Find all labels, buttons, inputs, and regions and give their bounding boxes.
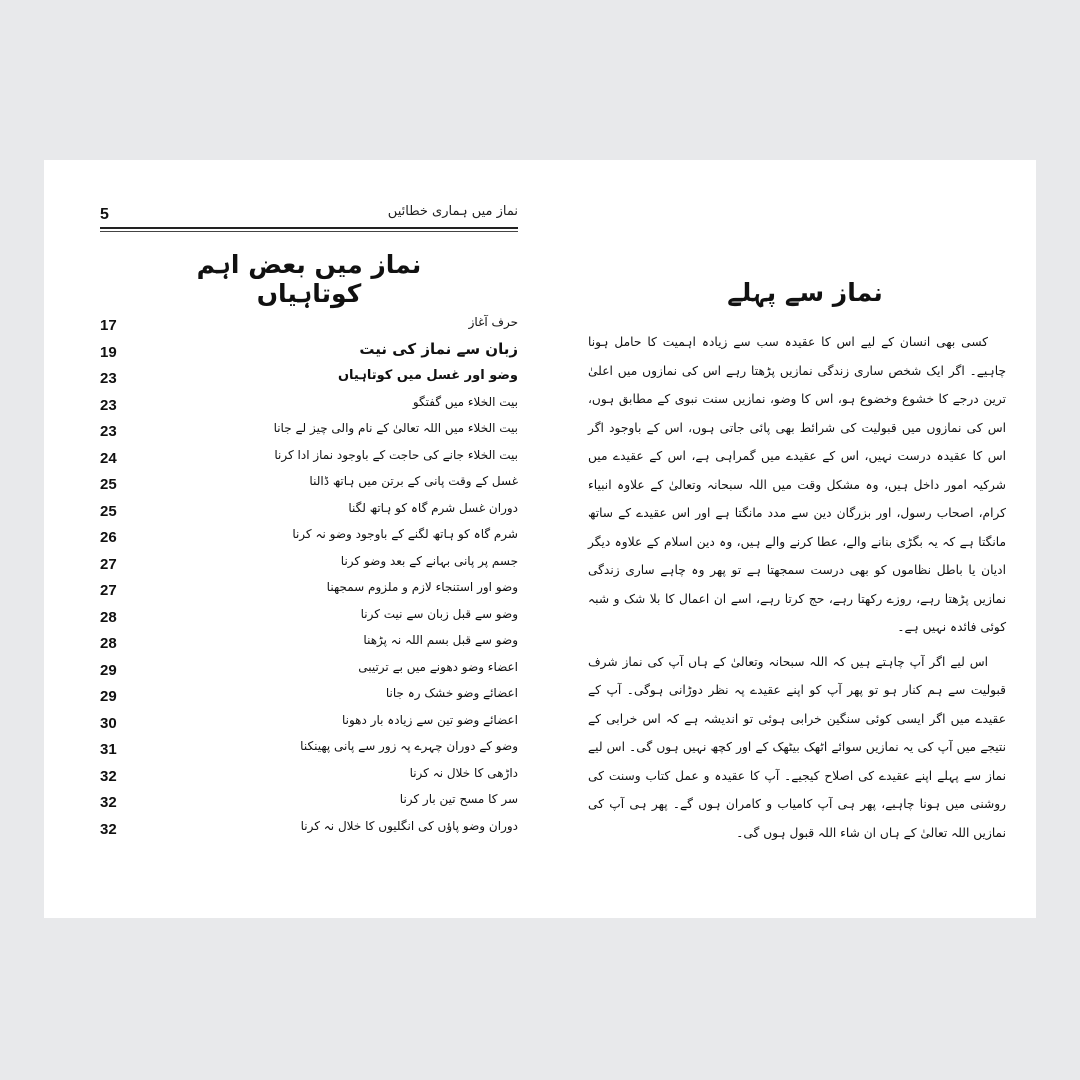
toc-entry-title: حرف آغاز <box>468 315 518 329</box>
paragraph: کسی بھی انسان کے لیے اس کا عقیدہ سب سے زیادہ اہمیت کا حامل ہونا چاہیے۔ اگر ایک شخص ساری زندگی نمازیں پڑھتا رہے اس کی نمازوں میں اعلیٰ ترین درجے کا خشوع وخضوع ہو، اس کا وضو، نمازیں سنت نبوی کے مطابق ہوں، اس کی نمازوں میں قبولیت کی شرائط بھی پائی جاتی ہوں، اس کے باوجود اگر اس کا عقیدہ درست نہیں، اس کے عقیدے میں گمراہی ہے، اس کے عقیدے میں شرکیہ امور داخل ہیں، وہ مشکل وقت میں اللہ سبحانہ وتعالیٰ کے علاوہ انبیاء کرام، اصحاب رسول، اور بزرگان دین سے مدد مانگتا ہے اور اس عقیدے کے ساتھ مانگتا ہے کہ یہ بگڑی بنانے والے، عطا کرنے والے ہیں، وہ دین اسلام کے علاوہ دیگر ادیان یا باطل نظاموں کو بھی درست سمجھتا ہے تو پھر وہ چاہے ساری زندگی نمازیں پڑھتا رہے، روزے رکھتا رہے، حج کرتا رہے، اسے ان اعمال کا بلا شک و شبہ کوئی فائدہ نہیں ہے۔ <box>588 335 1006 634</box>
toc-entry-title: بیت الخلاء میں گفتگو <box>412 394 518 409</box>
toc-heading: نماز میں بعض اہم کوتاہیاں <box>196 250 422 308</box>
toc-page-number: 27 <box>100 582 117 599</box>
toc-page-number: 28 <box>100 608 117 626</box>
toc-page-number: 17 <box>100 317 117 334</box>
toc-entry <box>100 554 518 581</box>
toc-entry-title: جسم پر پانی بہانے کے بعد وضو کرنا <box>340 553 518 568</box>
toc-page-number: 28 <box>100 635 117 652</box>
toc-entry <box>100 686 518 713</box>
toc-entry-title: بیت الخلاء میں اللہ تعالیٰ کے نام والی چیز لے جانا <box>273 421 518 435</box>
toc-page-number: 23 <box>100 423 117 440</box>
toc-entry <box>100 792 518 819</box>
toc-page-number: 32 <box>100 767 117 785</box>
toc-page-number: 24 <box>100 449 117 467</box>
toc-entry-title: وضو اور استنجاء لازم و ملزوم سمجھنا <box>326 580 518 594</box>
toc-page-number: 29 <box>100 661 117 679</box>
toc-entry-title: دوران غسل شرم گاہ کو ہاتھ لگنا <box>348 500 518 515</box>
book-spread <box>44 160 1036 918</box>
toc-entry-title: وضو اور غسل میں کوتاہیاں <box>337 368 518 383</box>
toc-entry <box>100 580 518 607</box>
toc-entry <box>100 315 518 342</box>
toc-page-number: 25 <box>100 502 117 520</box>
toc-entry-title: داڑھی کا خلال نہ کرنا <box>409 765 518 780</box>
header-rule <box>100 227 518 229</box>
toc-entry-title: بیت الخلاء جانے کی حاجت کے باوجود نماز ادا کرنا <box>274 447 518 462</box>
toc-entry-title: اعضاء وضو دھونے میں بے ترتیبی <box>358 659 518 674</box>
toc-page-number: 32 <box>100 820 117 838</box>
toc-entry <box>100 527 518 554</box>
toc-entry-title: شرم گاہ کو ہاتھ لگنے کے باوجود وضو نہ کرنا <box>292 527 518 541</box>
toc-entry <box>100 501 518 528</box>
toc-page-number: 31 <box>100 741 117 758</box>
toc-entry <box>100 368 518 395</box>
toc-entry-title: اعضائے وضو تین سے زیادہ بار دھونا <box>341 712 518 727</box>
page-number: 5 <box>100 206 109 223</box>
toc-page-number: 23 <box>100 370 117 387</box>
toc-page-number: 26 <box>100 529 117 546</box>
toc-entry <box>100 607 518 634</box>
toc-page-number: 19 <box>100 343 117 361</box>
right-page <box>540 160 1036 918</box>
toc-entry <box>100 660 518 687</box>
table-of-contents <box>100 315 518 845</box>
toc-entry-title: اعضائے وضو خشک رہ جانا <box>385 686 518 700</box>
running-header-title: نماز میں ہماری خطائیں <box>387 204 518 219</box>
left-page <box>44 160 540 918</box>
chapter-body <box>588 328 1006 853</box>
toc-entry <box>100 713 518 740</box>
toc-page-number: 30 <box>100 714 117 732</box>
toc-page-number: 23 <box>100 396 117 414</box>
paragraph: اس لیے اگر آپ چاہتے ہیں کہ اللہ سبحانہ وتعالیٰ کے ہاں آپ کی نماز شرف قبولیت سے ہم کنار ہو تو پھر آپ کو اپنے عقیدے پہ نظر دوڑانی ہوگی۔ آپ کے عقیدے میں اگر ایسی کوئی سنگین خرابی ہوئی تو اندیشہ ہے کہ اس خرابی کے نتیجے میں آپ کی یہ نمازیں سوائے اٹھک بیٹھک کے اور کچھ نہیں ہوں گی۔ اس لیے نماز سے پہلے اپنے عقیدے کی اصلاح کیجیے۔ آپ کا عقیدہ و عمل کتاب وسنت کی روشنی میں ہونا چاہیے، پھر ہی آپ کامیاب و کامران ہوں گے۔ پھر ہی آپ کی نمازیں اللہ تعالیٰ کے ہاں ان شاء اللہ قبول ہوں گی۔ <box>588 654 1006 840</box>
running-header <box>100 204 518 234</box>
toc-entry <box>100 395 518 422</box>
toc-entry <box>100 421 518 448</box>
toc-entry <box>100 819 518 846</box>
toc-page-number: 27 <box>100 555 117 573</box>
chapter-title: نماز سے پہلے <box>727 278 883 307</box>
toc-page-number: 29 <box>100 688 117 705</box>
toc-entry <box>100 766 518 793</box>
toc-entry-title: وضو سے قبل بسم اللہ نہ پڑھنا <box>363 633 518 647</box>
toc-entry <box>100 448 518 475</box>
toc-page-number: 25 <box>100 476 117 493</box>
toc-entry-title: غسل کے وقت پانی کے برتن میں ہاتھ ڈالنا <box>309 474 518 488</box>
toc-entry <box>100 339 518 369</box>
toc-page-number: 32 <box>100 794 117 811</box>
toc-entry-title: وضو کے دوران چہرے پہ زور سے پانی پھینکنا <box>300 739 518 753</box>
toc-entry-title: وضو سے قبل زبان سے نیت کرنا <box>360 606 518 621</box>
toc-entry-title: سر کا مسح تین بار کرنا <box>399 792 518 806</box>
toc-entry <box>100 633 518 660</box>
header-rule-thin <box>100 231 518 232</box>
toc-entry <box>100 474 518 501</box>
toc-entry <box>100 739 518 766</box>
toc-entry-title: دوران وضو پاؤں کی انگلیوں کا خلال نہ کرنا <box>300 818 518 833</box>
toc-entry-title: زبان سے نماز کی نیت <box>359 339 518 358</box>
